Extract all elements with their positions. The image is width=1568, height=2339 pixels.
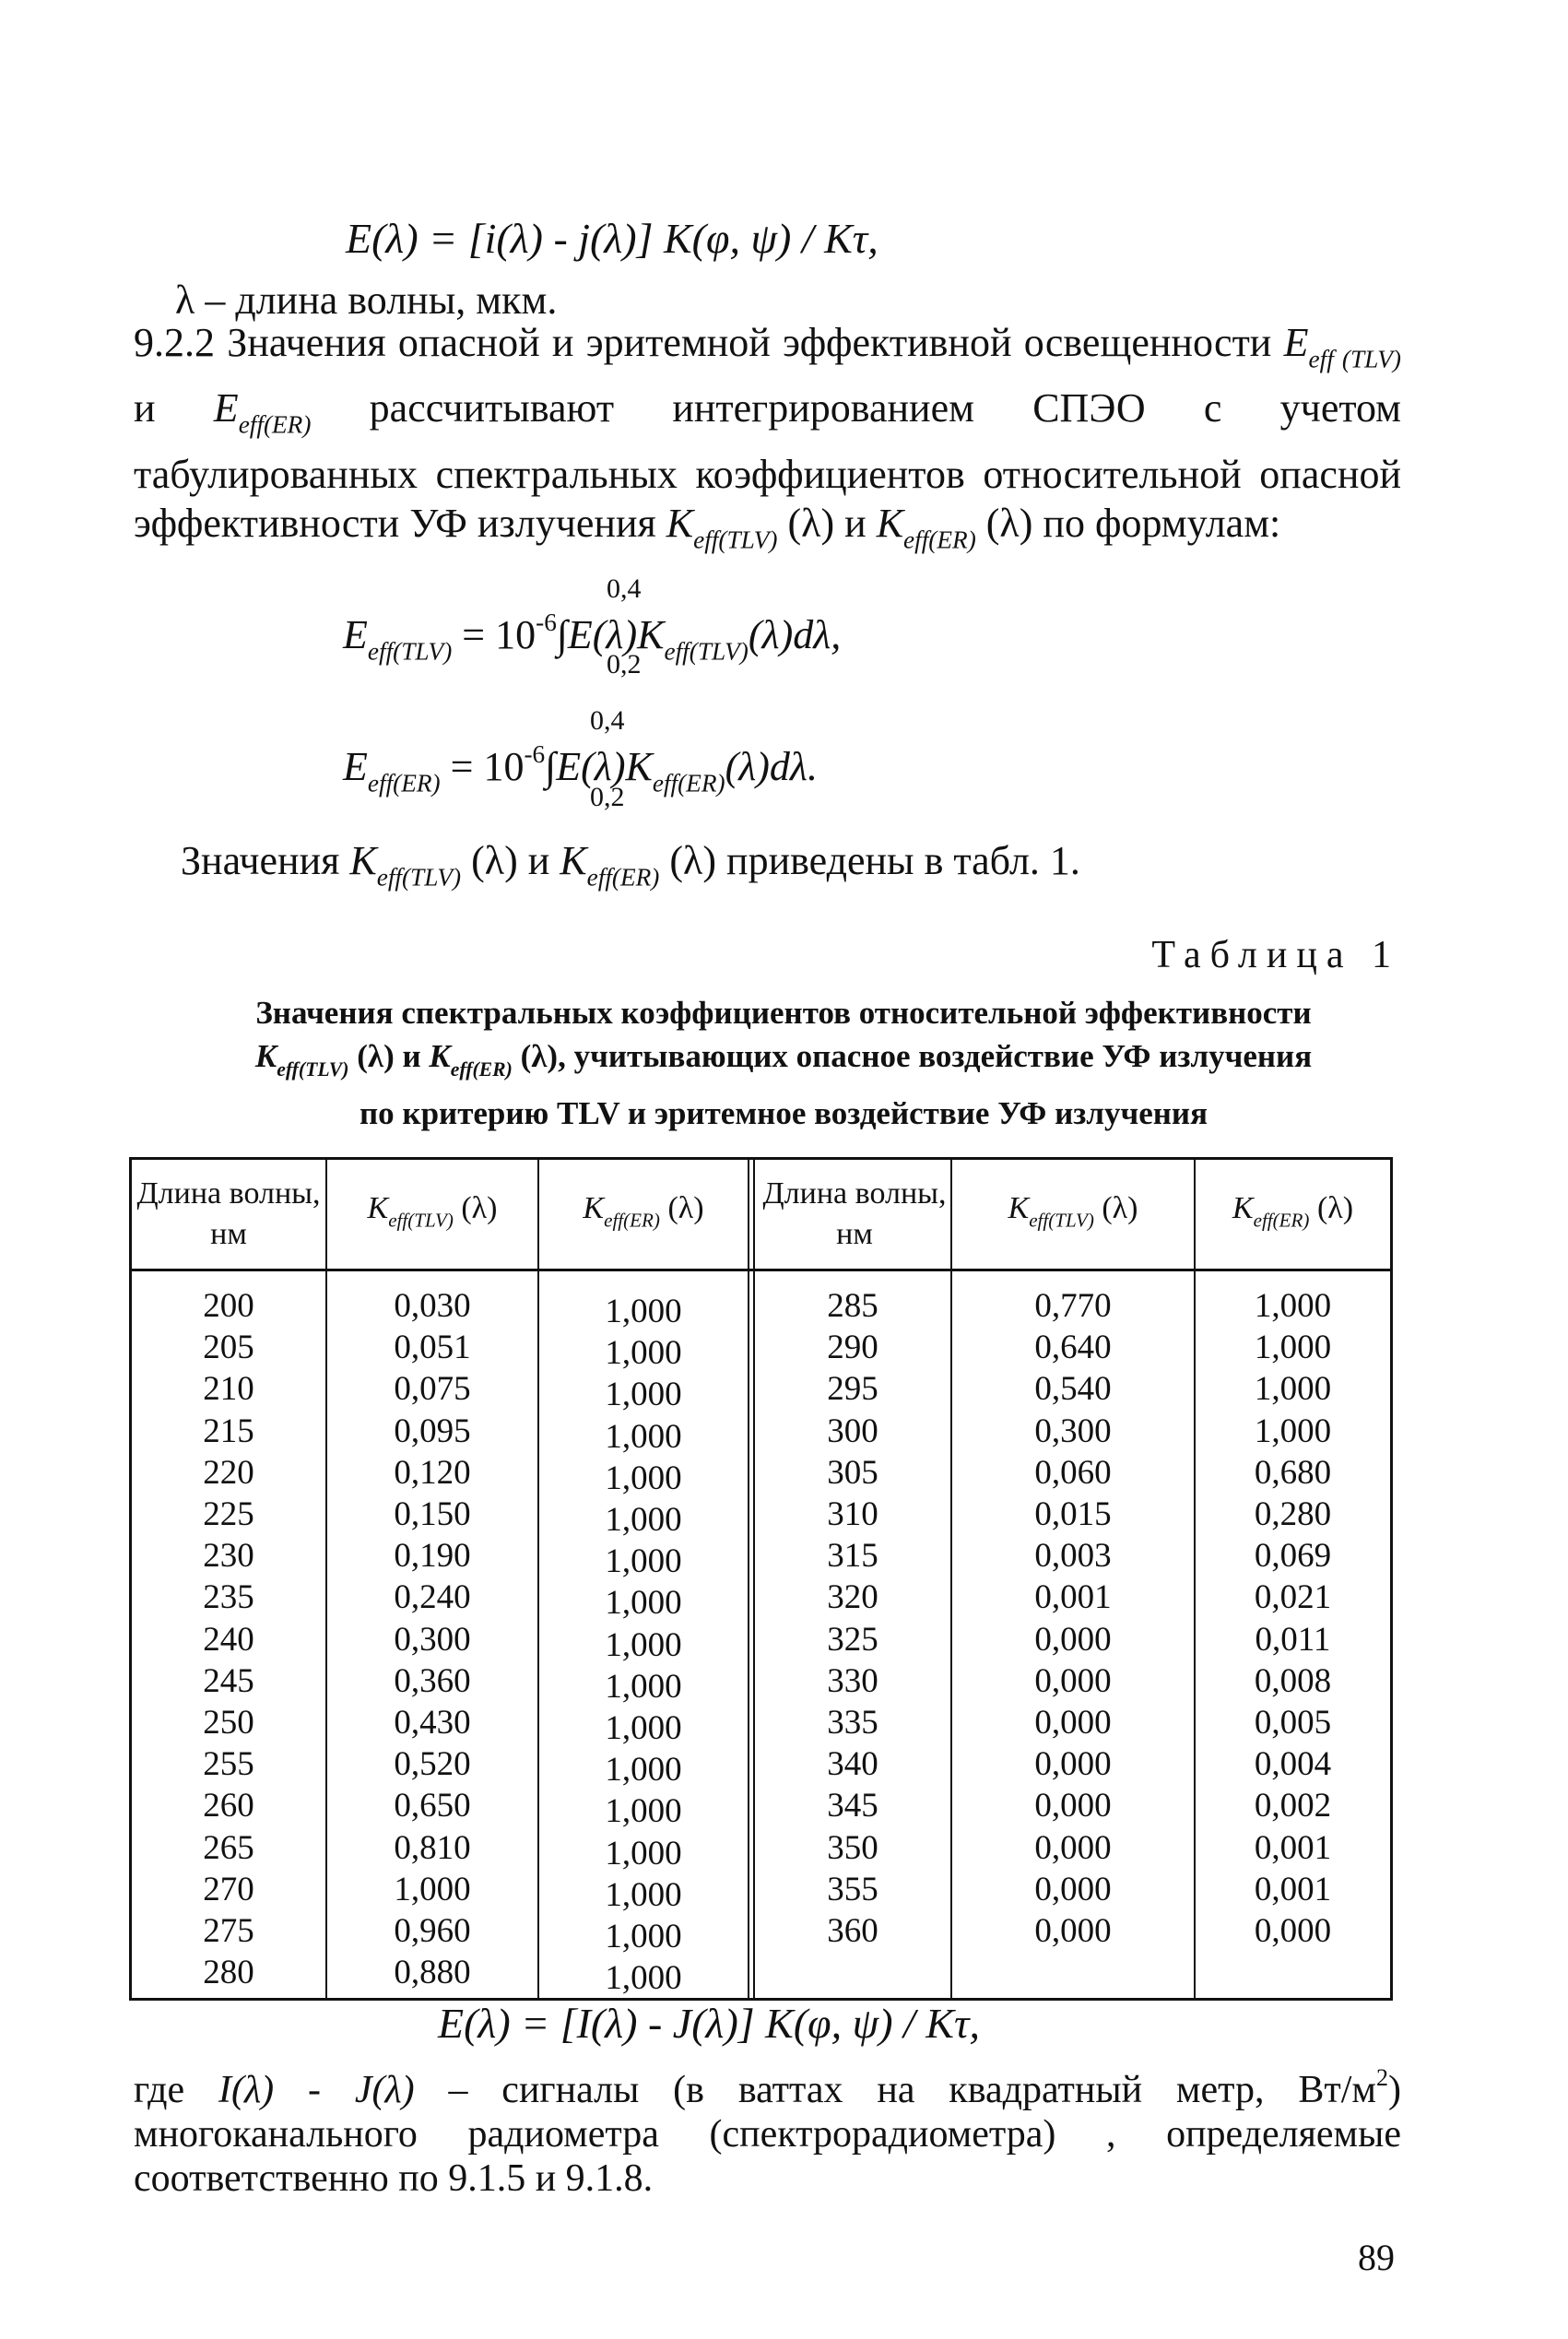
table-cell: 1,000 [605, 1334, 682, 1373]
table-cell: 0,520 [394, 1745, 471, 1784]
integral2-upper-limit: 0,4 [590, 705, 625, 736]
table-cell: 275 [203, 1912, 254, 1951]
table-caption: Значения спектральных коэффициентов относительной эффективности $K_{eff(TLV)}$ (λ) и $K_{eff(ER)}$ (λ), учитывающих опасное воздействие УФ излучения по критерию TLV и эритемное воздействие УФ излучения [254, 995, 1313, 1131]
table-cell: 1,000 [605, 1834, 682, 1872]
table-cell: 320 [827, 1578, 878, 1617]
table-cell: 300 [827, 1412, 878, 1450]
integral-formula-tlv: $E_{eff(TLV)} = 10^{-6}\int E(\lambda)K_{eff(TLV)}(\lambda)d\lambda$, [343, 608, 842, 666]
table-cell: 1,000 [605, 1709, 682, 1748]
table-cell: 0,003 [1034, 1537, 1112, 1576]
table-cell: 0,000 [1034, 1787, 1112, 1825]
table-cell: 0,001 [1254, 1828, 1332, 1867]
table-cell: 0,300 [394, 1620, 471, 1659]
table-cell: 205 [203, 1329, 254, 1367]
table-cell: 1,000 [605, 1751, 682, 1790]
column-k-tlv-right [952, 1285, 1194, 1952]
table-cell: 0,001 [1254, 1870, 1332, 1908]
formula-e-lambda-2: E(λ) = [I(λ) - J(λ)] K(φ, ψ) / Kτ, [438, 2000, 980, 2047]
header-k-er-right: $K_{eff(ER)}$ (λ) [1232, 1190, 1354, 1232]
table-cell: 345 [827, 1787, 878, 1825]
table-number: Таблица 1 [1151, 934, 1400, 976]
table-cell: 355 [827, 1870, 878, 1908]
table-cell: 250 [203, 1704, 254, 1742]
table-cell: 0,810 [394, 1828, 471, 1867]
column-wavelength-right [755, 1285, 950, 1952]
values-reference-line: Значения $K_{eff(TLV)}$ (λ) и $K_{eff(ER)}$ (λ) приведены в табл. 1. [181, 838, 1080, 892]
table-cell: 325 [827, 1620, 878, 1659]
table-cell: 360 [827, 1912, 878, 1951]
table-cell: 0,011 [1255, 1620, 1331, 1659]
table-cell: 1,000 [605, 1542, 682, 1581]
table-cell: 265 [203, 1828, 254, 1867]
table-cell: 215 [203, 1412, 254, 1450]
signals-definition: где I(λ) - J(λ) – сигналы (в ваттах на квадратный метр, $Вт/м^2$) многоканального радиометра (спектрорадиометра) , определяемые соответственно по 9.1.5 и 9.1.8. [134, 2064, 1401, 2201]
table-cell: 315 [827, 1537, 878, 1576]
table-cell: 1,000 [605, 1584, 682, 1623]
integral2-lower-limit: 0,2 [590, 782, 625, 812]
table-cell: 285 [827, 1287, 878, 1325]
table-cell: 0,430 [394, 1704, 471, 1742]
table-cell: 0,770 [1034, 1287, 1112, 1325]
table-cell: 0,360 [394, 1661, 471, 1700]
table-cell: 0,650 [394, 1787, 471, 1825]
table-cell: 200 [203, 1287, 254, 1325]
table-cell: 1,000 [1254, 1412, 1332, 1450]
table-cell: 1,000 [1254, 1287, 1332, 1325]
table-cell: 1,000 [605, 1792, 682, 1831]
table-cell: 0,190 [394, 1537, 471, 1576]
header-k-tlv-left: $K_{eff(TLV)}$ (λ) [367, 1190, 498, 1232]
table-cell: 0,005 [1254, 1704, 1332, 1742]
column-divider [748, 1160, 749, 1998]
header-wavelength-right: Длина волны, нм [762, 1176, 947, 1251]
table-cell: 260 [203, 1787, 254, 1825]
table-cell: 1,000 [1254, 1370, 1332, 1409]
table-cell: 0,640 [1034, 1329, 1112, 1367]
table-cell: 0,015 [1034, 1495, 1112, 1534]
table-cell: 0,030 [394, 1287, 471, 1325]
table-cell: 305 [827, 1453, 878, 1492]
table-cell: 290 [827, 1329, 878, 1367]
table-cell: 0,000 [1034, 1912, 1112, 1951]
table-cell: 0,000 [1034, 1661, 1112, 1700]
table-cell: 1,000 [605, 1459, 682, 1497]
table-cell: 1,000 [605, 1875, 682, 1914]
formula-e-lambda: E(λ) = [i(λ) - j(λ)] K(φ, ψ) / Kτ, [346, 215, 878, 262]
header-divider [132, 1269, 1390, 1271]
paragraph-9-2-2: 9.2.2 Значения опасной и эритемной эффективной освещенности $E_{eff (TLV)}$ и $E_{eff(ER)}$ рассчитывают интегрированием СПЭО с учетом табулированных спектральных коэффициентов относительной опасной эффективности УФ излучения $K_{eff(TLV)}$ (λ) и $K_{eff(ER)}$ (λ) по формулам: [134, 320, 1401, 553]
header-wavelength-left: Длина волны, нм [136, 1176, 321, 1251]
column-wavelength-left [132, 1285, 325, 1993]
table-cell: 0,000 [1254, 1912, 1332, 1951]
table-cell: 1,000 [605, 1501, 682, 1540]
table-cell: 0,075 [394, 1370, 471, 1409]
integral1-upper-limit: 0,4 [607, 573, 642, 604]
table-cell: 0,150 [394, 1495, 471, 1534]
table-cell: 0,680 [1254, 1453, 1332, 1492]
table-cell: 0,004 [1254, 1745, 1332, 1784]
lambda-definition: λ – длина волны, мкм. [175, 278, 558, 323]
table-cell: 1,000 [605, 1376, 682, 1414]
table-cell: 0,002 [1254, 1787, 1332, 1825]
table-cell: 0,069 [1254, 1537, 1332, 1576]
table-cell: 0,000 [1034, 1828, 1112, 1867]
integral-formula-er: $E_{eff(ER)} = 10^{-6}\int E(\lambda)K_{eff(ER)}(\lambda)d\lambda$. [343, 740, 818, 797]
table-cell: 0,000 [1034, 1870, 1112, 1908]
header-k-tlv-right: $K_{eff(TLV)}$ (λ) [1008, 1190, 1138, 1232]
table-cell: 1,000 [605, 1918, 682, 1956]
table-cell: 210 [203, 1370, 254, 1409]
table-cell: 1,000 [605, 1417, 682, 1456]
table-cell: 0,000 [1034, 1620, 1112, 1659]
column-k-er-right [1196, 1285, 1390, 1952]
table-cell: 1,000 [1254, 1329, 1332, 1367]
table-cell: 0,960 [394, 1912, 471, 1951]
table-cell: 1,000 [605, 1625, 682, 1664]
table-cell: 1,000 [605, 1959, 682, 1998]
table-cell: 220 [203, 1453, 254, 1492]
table-cell: 255 [203, 1745, 254, 1784]
table-cell: 0,001 [1034, 1578, 1112, 1617]
table-cell: 340 [827, 1745, 878, 1784]
table-cell: 0,051 [394, 1329, 471, 1367]
table-cell: 1,000 [394, 1870, 471, 1908]
table-cell: 295 [827, 1370, 878, 1409]
table-cell: 230 [203, 1537, 254, 1576]
column-k-er-left [539, 1285, 748, 1999]
table-cell: 1,000 [605, 1667, 682, 1706]
coefficients-table [129, 1157, 1393, 2001]
table-cell: 0,000 [1034, 1704, 1112, 1742]
table-cell: 335 [827, 1704, 878, 1742]
table-cell: 0,540 [1034, 1370, 1112, 1409]
table-cell: 0,021 [1254, 1578, 1332, 1617]
table-cell: 240 [203, 1620, 254, 1659]
table-cell: 235 [203, 1578, 254, 1617]
table-cell: 0,095 [394, 1412, 471, 1450]
table-cell: 0,300 [1034, 1412, 1112, 1450]
table-cell: 0,120 [394, 1453, 471, 1492]
table-cell: 280 [203, 1954, 254, 1992]
table-cell: 0,008 [1254, 1661, 1332, 1700]
table-cell: 225 [203, 1495, 254, 1534]
integral1-lower-limit: 0,2 [607, 649, 642, 679]
table-cell: 0,880 [394, 1954, 471, 1992]
table-cell: 350 [827, 1828, 878, 1867]
table-cell: 1,000 [605, 1293, 682, 1330]
table-cell: 330 [827, 1661, 878, 1700]
page-number: 89 [1358, 2237, 1395, 2278]
table-cell: 0,280 [1254, 1495, 1332, 1534]
table-cell: 310 [827, 1495, 878, 1534]
table-cell: 0,060 [1034, 1453, 1112, 1492]
column-k-tlv-left [327, 1285, 537, 1993]
header-k-er-left: $K_{eff(ER)}$ (λ) [583, 1190, 704, 1232]
table-cell: 0,000 [1034, 1745, 1112, 1784]
table-cell: 0,240 [394, 1578, 471, 1617]
table-cell: 270 [203, 1870, 254, 1908]
table-cell: 245 [203, 1661, 254, 1700]
